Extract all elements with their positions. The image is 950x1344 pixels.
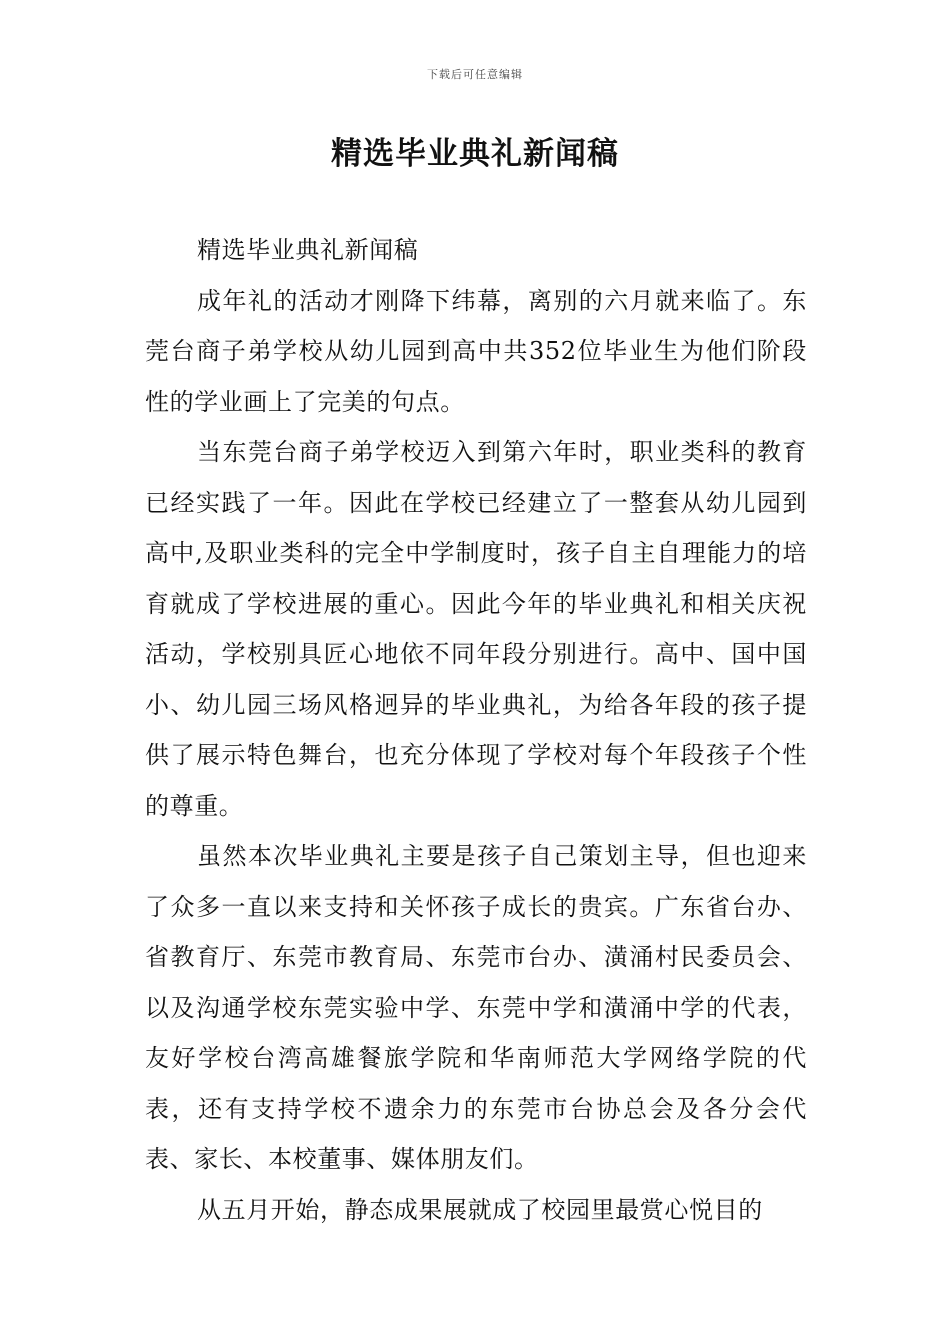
body-paragraph: 成年礼的活动才刚降下纬幕，离别的六月就来临了。东莞台商子弟学校从幼儿园到高中共352位毕业生为他们阶段性的学业画上了完美的句点。 xyxy=(145,286,807,416)
subtitle-paragraph: 精选毕业典礼新闻稿 xyxy=(197,236,419,264)
body-paragraph: 虽然本次毕业典礼主要是孩子自己策划主导，但也迎来了众多一直以来支持和关怀孩子成长的贵宾。广东省台办、省教育厅、东莞市教育局、东莞市台办、潢涌村民委员会、以及沟通学校东莞实验中学、东莞中学和潢涌中学的代表，友好学校台湾高雄餐旅学院和华南师范大学网络学院的代表，还有支持学校不遗余力的东莞市台协总会及各分会代表、家长、本校董事、媒体朋友们。 xyxy=(145,842,807,1173)
page-header-note: 下载后可任意编辑 xyxy=(427,68,523,81)
document-title: 精选毕业典礼新闻稿 xyxy=(331,136,619,172)
body-paragraph: 从五月开始，静态成果展就成了校园里最赏心悦目的 xyxy=(197,1195,763,1224)
body-paragraph: 当东莞台商子弟学校迈入到第六年时，职业类科的教育已经实践了一年。因此在学校已经建立了一整套从幼儿园到高中,及职业类科的完全中学制度时，孩子自主自理能力的培育就成了学校进展的重心。因此今年的毕业典礼和相关庆祝活动，学校别具匠心地依不同年段分别进行。高中、国中国小、幼儿园三场风格迥异的毕业典礼，为给各年段的孩子提供了展示特色舞台，也充分体现了学校对每个年段孩子个性的尊重。 xyxy=(145,438,807,820)
document-body xyxy=(145,225,807,1235)
